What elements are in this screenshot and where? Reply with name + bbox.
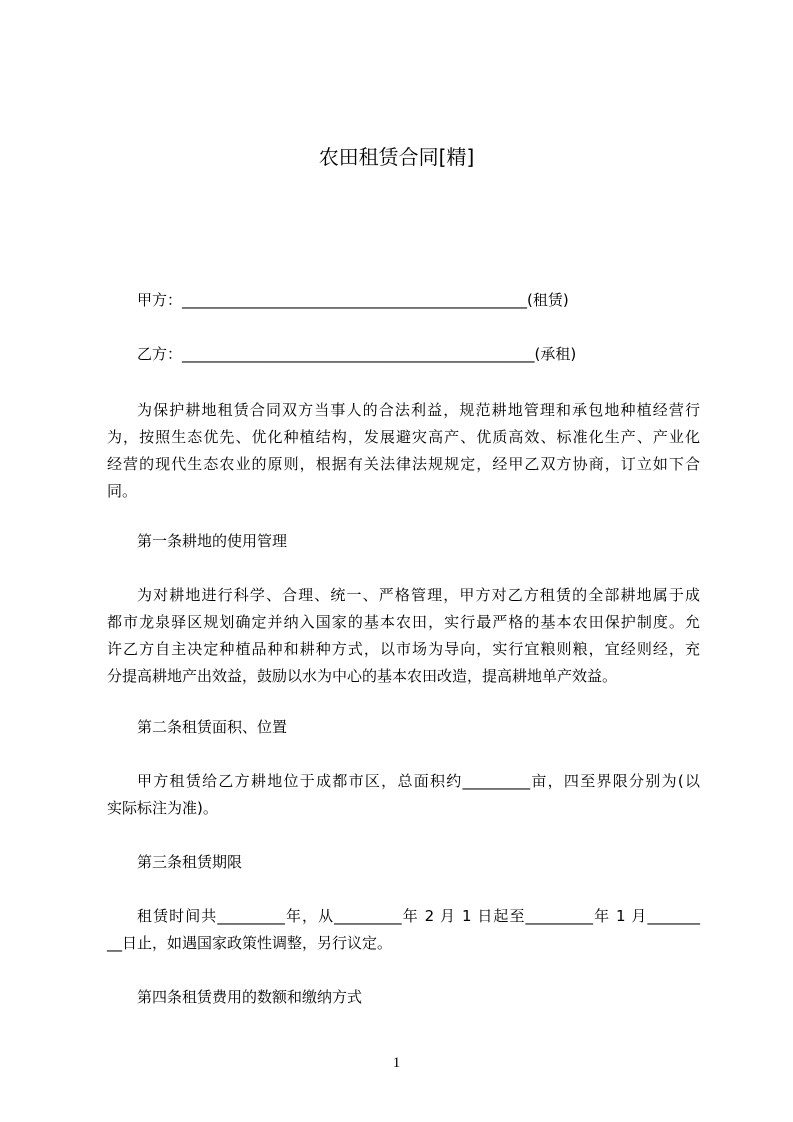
article-4-heading: 第四条租赁费用的数额和缴纳方式	[137, 988, 363, 1006]
article-3-heading: 第三条租赁期限	[137, 853, 243, 871]
page-number: 1	[392, 1055, 401, 1071]
document-title: 农田租赁合同[精]	[318, 145, 475, 169]
text-line: __日止，如遇国家政策性调整，另行议定。	[107, 934, 393, 952]
text-line: 许乙方自主决定种植品种和耕种方式，以市场为导向，实行宜粮则粮，宜经则经，充	[107, 640, 700, 658]
text-line: 甲方租赁给乙方耕地位于成都市区，总面积约_________亩，四至界限分别为(以	[137, 772, 700, 790]
text-line: 经营的现代生态农业的原则，根据有关法律法规规定，经甲乙双方协商，订立如下合	[107, 455, 700, 473]
text-line: 租赁时间共_________年，从_________年 2 月 1 日起至_________年 1 月_______	[137, 907, 700, 925]
article-1-heading: 第一条耕地的使用管理	[137, 532, 288, 550]
text-line: 为，按照生态优先、优化种植结构，发展避灾高产、优质高效、标准化生产、产业化	[107, 428, 700, 446]
text-line: 都市龙泉驿区规划确定并纳入国家的基本农田，实行最严格的基本农田保护制度。允	[107, 613, 700, 631]
party-b-line: 乙方：_______________________________________________(承租)	[137, 345, 577, 363]
text-line: 为对耕地进行科学、合理、统一、严格管理，甲方对乙方租赁的全部耕地属于成	[137, 586, 700, 604]
party-a-line: 甲方：______________________________________________(租赁)	[137, 291, 569, 309]
article-2-heading: 第二条租赁面积、位置	[137, 718, 288, 736]
text-line: 分提高耕地产出效益，鼓励以水为中心的基本农田改造，提高耕地单产效益。	[107, 667, 618, 685]
text-line: 同。	[107, 482, 138, 500]
text-line: 为保护耕地租赁合同双方当事人的合法利益，规范耕地管理和承包地种植经营行	[137, 401, 700, 419]
text-line: 实际标注为准)。	[107, 799, 218, 817]
